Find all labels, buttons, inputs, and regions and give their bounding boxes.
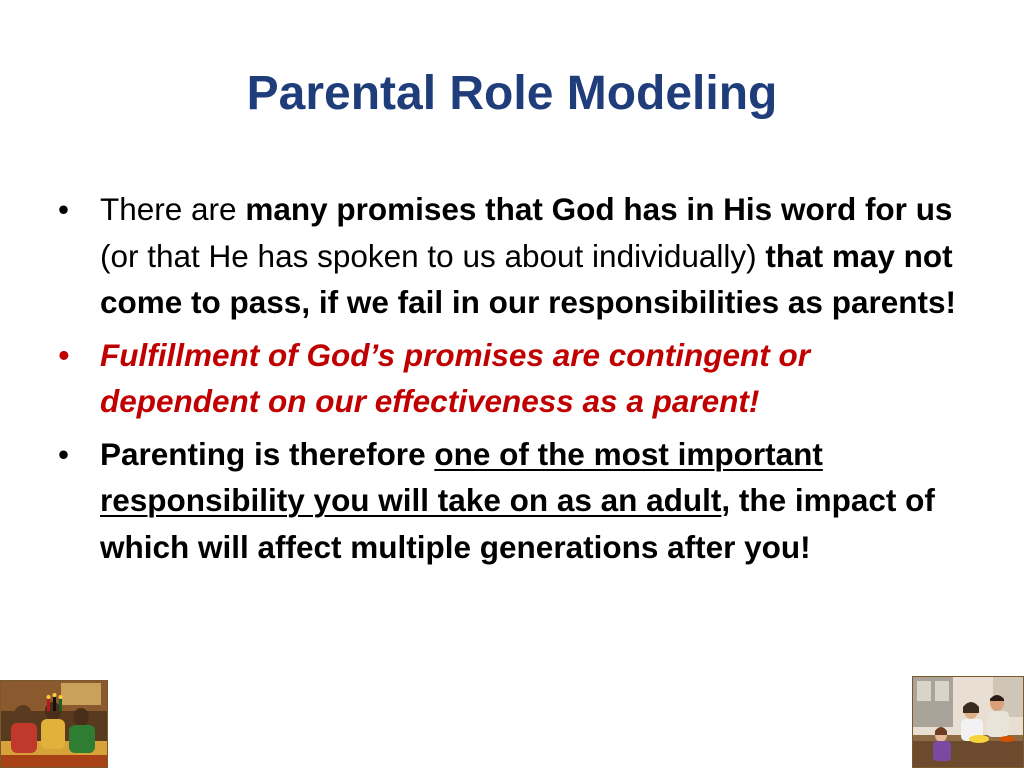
bullet-text: There are	[100, 191, 246, 227]
bullet-marker: •	[58, 336, 70, 373]
bullet-item	[58, 431, 968, 571]
bullet-text-bold: many promises that God has in His word for us	[245, 191, 953, 227]
family-celebration-photo	[0, 680, 108, 768]
bullet-text: (or that He has spoken to us about individually)	[100, 237, 766, 274]
bullet-list	[58, 186, 968, 576]
bullet-text-emphasis: Fulfillment of God’s promises are contingent or dependent on our effectiveness as a parent!	[100, 336, 810, 419]
bullet-text-bold: , the impact of which will affect multiple generations after you!	[100, 482, 935, 565]
bullet-marker: •	[58, 191, 70, 227]
slide-title: Parental Role Modeling	[246, 67, 778, 120]
bullet-item	[58, 186, 968, 326]
bullet-marker: •	[58, 435, 70, 472]
bullet-text-underlined: one of the most important responsibility you will take on as an adult	[100, 435, 823, 518]
bullet-text-bold: Parenting is therefore	[100, 435, 435, 472]
bullet-item-emphasis	[58, 332, 968, 425]
family-kitchen-photo	[912, 676, 1024, 768]
bullet-text-bold: that may not come to pass, if we fail in our responsibilities as parents!	[100, 237, 956, 320]
